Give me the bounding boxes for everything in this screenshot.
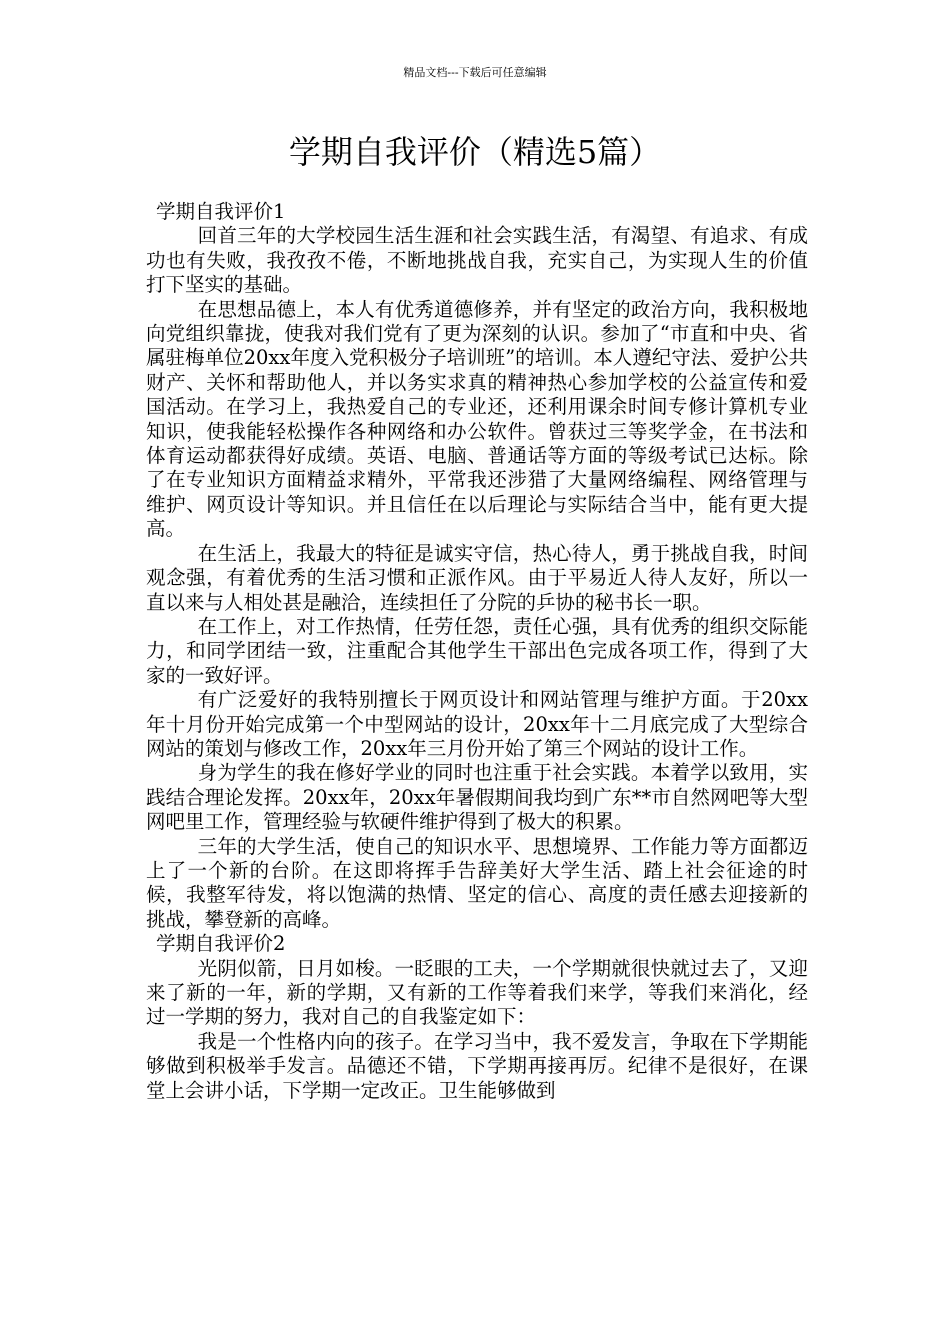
paragraph: 三年的大学生活，使自己的知识水平、思想境界、工作能力等方面都迈上了一个新的台阶。在这即将挥手告辞美好大学生活、踏上社会征途的时候，我整军待发，将以饱满的热情、坚定的信心、高度的责任感去迎接新的挑战，攀登新的高峰。 [146,834,808,931]
paragraph: 有广泛爱好的我特别擅长于网页设计和网站管理与维护方面。于20xx年十月份开始完成第一个中型网站的设计，20xx年十二月底完成了大型综合网站的策划与修改工作，20xx年三月份开始了第三个网站的设计工作。 [146,688,808,760]
paragraph: 我是一个性格内向的孩子。在学习当中，我不爱发言，争取在下学期能够做到积极举手发言。品德还不错，下学期再接再厉。纪律不是很好，在课堂上会讲小话，下学期一定改正。卫生能够做到 [146,1029,808,1102]
paragraph: 在生活上，我最大的特征是诚实守信，热心待人，勇于挑战自我，时间观念强，有着优秀的生活习惯和正派作风。由于平易近人待人友好，所以一直以来与人相处甚是融洽，连续担任了分院的乒协的秘书长一职。 [146,541,808,614]
paragraph: 在工作上，对工作热情，任劳任怨，责任心强，具有优秀的组织交际能力，和同学团结一致，注重配合其他学生干部出色完成各项工作，得到了大家的一致好评。 [146,614,808,687]
paragraph: 回首三年的大学校园生活生涯和社会实践生活，有渴望、有追求、有成功也有失败，我孜孜不倦，不断地挑战自我，充实自己，为实现人生的价值打下坚实的基础。 [146,224,808,297]
document-body [146,200,808,1103]
paragraph: 在思想品德上，本人有优秀道德修养，并有坚定的政治方向，我积极地向党组织靠拢，使我对我们党有了更为深刻的认识。参加了“市直和中央、省属驻梅单位20xx年度入党积极分子培训班”的培训。本人遵纪守法、爱护公共财产、关怀和帮助他人，并以务实求真的精神热心参加学校的公益宣传和爱国活动。在学习上，我热爱自己的专业还，还利用课余时间专修计算机专业知识，使我能轻松操作各种网络和办公软件。曾获过三等奖学金，在书法和体育运动都获得好成绩。英语、电脑、普通话等方面的等级考试已达标。除了在专业知识方面精益求精外，平常我还涉猎了大量网络编程、网络管理与维护、网页设计等知识。并且信任在以后理论与实际结合当中，能有更大提高。 [146,297,808,541]
header-note: 精品文档---下载后可任意编辑 [403,66,547,79]
section-heading: 学期自我评价1 [156,200,286,223]
section-heading: 学期自我评价2 [156,932,286,956]
paragraph: 身为学生的我在修好学业的同时也注重于社会实践。本着学以致用，实践结合理论发挥。20xx年，20xx年暑假期间我均到广东**市自然网吧等大型网吧里工作，管理经验与软硬件维护得到了极大的积累。 [146,761,808,834]
page-title: 学期自我评价（精选5篇） [288,133,662,171]
paragraph: 光阴似箭，日月如梭。一眨眼的工夫，一个学期就很快就过去了，又迎来了新的一年，新的学期，又有新的工作等着我们来学，等我们来消化，经过一学期的努力，我对自己的自我鉴定如下： [146,956,808,1029]
